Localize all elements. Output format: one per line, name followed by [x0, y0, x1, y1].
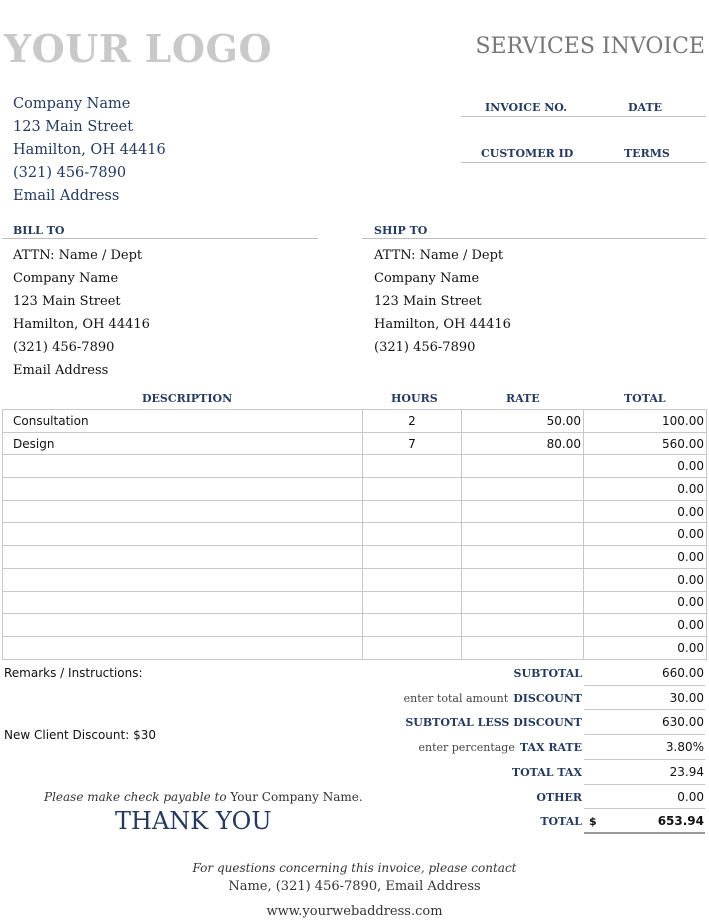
item-total-cell: 0.00 — [584, 478, 707, 501]
payment-note — [44, 790, 363, 804]
item-hours-cell[interactable] — [363, 614, 462, 637]
line-items-table — [2, 409, 707, 660]
col-header-hours: HOURS — [391, 392, 438, 405]
item-total-cell: 0.00 — [584, 591, 707, 614]
col-header-rate: RATE — [506, 392, 540, 405]
thank-you: THANK YOU — [115, 807, 272, 835]
total-label: TOTAL — [540, 815, 582, 828]
item-total-cell: 0.00 — [584, 614, 707, 637]
item-rate-cell[interactable] — [462, 636, 584, 659]
total-underline — [584, 832, 705, 834]
footer-question: For questions concerning this invoice, please contact — [192, 861, 517, 875]
table-row — [3, 636, 707, 659]
item-hours-cell[interactable] — [363, 500, 462, 523]
ship-to-divider — [362, 238, 706, 239]
remarks-label: Remarks / Instructions: — [4, 666, 143, 680]
item-hours-cell[interactable] — [363, 636, 462, 659]
item-hours-cell[interactable]: 7 — [363, 432, 462, 455]
item-rate-cell[interactable] — [462, 523, 584, 546]
table-row — [3, 614, 707, 637]
table-row — [3, 432, 707, 455]
subtotal-less-discount-value: 630.00 — [662, 715, 704, 729]
table-row — [3, 455, 707, 478]
item-description-cell[interactable] — [3, 478, 363, 501]
bill-to-attn: ATTN: Name / Dept — [13, 248, 143, 263]
discount-underline — [584, 709, 705, 710]
item-description-cell[interactable] — [3, 523, 363, 546]
remarks-note: New Client Discount: $30 — [4, 728, 156, 742]
company-logo: YOUR LOGO — [4, 26, 273, 71]
table-row — [3, 500, 707, 523]
discount-row — [404, 692, 582, 705]
customer-id-label: CUSTOMER ID — [481, 147, 574, 160]
table-row — [3, 568, 707, 591]
item-hours-cell[interactable] — [363, 478, 462, 501]
item-total-cell: 0.00 — [584, 523, 707, 546]
footer-website[interactable]: www.yourwebaddress.com — [266, 904, 443, 919]
item-rate-cell[interactable] — [462, 500, 584, 523]
item-hours-cell[interactable] — [363, 455, 462, 478]
discount-value[interactable]: 30.00 — [669, 691, 704, 705]
other-label: OTHER — [536, 791, 582, 804]
document-title: SERVICES INVOICE — [475, 34, 705, 59]
item-description-cell[interactable] — [3, 568, 363, 591]
item-rate-cell[interactable] — [462, 591, 584, 614]
ship-to-attn: ATTN: Name / Dept — [374, 248, 504, 263]
tax-rate-underline — [584, 759, 705, 760]
item-rate-cell[interactable]: 80.00 — [462, 432, 584, 455]
item-rate-cell[interactable]: 50.00 — [462, 410, 584, 433]
other-underline — [584, 808, 705, 809]
footer-contact: Name, (321) 456-7890, Email Address — [228, 879, 481, 894]
tax-rate-value[interactable]: 3.80% — [665, 740, 704, 754]
item-total-cell: 560.00 — [584, 432, 707, 455]
item-total-cell: 0.00 — [584, 500, 707, 523]
subtotal-label: SUBTOTAL — [513, 667, 582, 680]
ship-to-city: Hamilton, OH 44416 — [374, 317, 511, 332]
col-header-total: TOTAL — [624, 392, 666, 405]
item-hours-cell[interactable] — [363, 546, 462, 569]
terms-label: TERMS — [624, 147, 670, 160]
meta-divider-2 — [461, 162, 706, 163]
subtotal-less-underline — [584, 734, 705, 735]
item-total-cell: 0.00 — [584, 568, 707, 591]
item-hours-cell[interactable] — [363, 568, 462, 591]
discount-hint: enter total amount — [403, 692, 509, 705]
table-row — [3, 591, 707, 614]
item-rate-cell[interactable] — [462, 568, 584, 591]
item-hours-cell[interactable] — [363, 591, 462, 614]
item-total-cell: 100.00 — [584, 410, 707, 433]
item-description-cell[interactable] — [3, 500, 363, 523]
payment-note-italic: Please make check payable to — [44, 790, 227, 804]
meta-divider-1 — [461, 116, 706, 117]
invoice-no-label: INVOICE NO. — [485, 101, 568, 114]
tax-rate-hint: enter percentage — [418, 741, 515, 754]
item-rate-cell[interactable] — [462, 478, 584, 501]
subtotal-value: 660.00 — [662, 666, 704, 680]
bill-to-divider — [2, 238, 318, 239]
item-description-cell[interactable] — [3, 614, 363, 637]
ship-to-company: Company Name — [374, 271, 480, 286]
item-description-cell[interactable] — [3, 455, 363, 478]
item-description-cell[interactable] — [3, 546, 363, 569]
table-row — [3, 523, 707, 546]
item-description-cell[interactable]: Consultation — [3, 410, 363, 433]
date-label: DATE — [628, 101, 663, 114]
item-hours-cell[interactable]: 2 — [363, 410, 462, 433]
subtotal-less-discount-label: SUBTOTAL LESS DISCOUNT — [405, 716, 582, 729]
company-email: Email Address — [13, 188, 120, 204]
other-value[interactable]: 0.00 — [677, 790, 704, 804]
company-phone: (321) 456-7890 — [13, 165, 127, 181]
tax-rate-label: TAX RATE — [519, 741, 582, 754]
company-name: Company Name — [13, 96, 131, 112]
ship-to-phone: (321) 456-7890 — [374, 340, 476, 355]
item-total-cell: 0.00 — [584, 636, 707, 659]
company-street: 123 Main Street — [13, 119, 134, 135]
item-hours-cell[interactable] — [363, 523, 462, 546]
company-city: Hamilton, OH 44416 — [13, 142, 166, 158]
total-value: 653.94 — [657, 814, 704, 828]
tax-rate-row — [418, 741, 582, 754]
ship-to-label: SHIP TO — [374, 224, 428, 237]
item-total-cell: 0.00 — [584, 455, 707, 478]
bill-to-street: 123 Main Street — [13, 294, 121, 309]
item-description-cell[interactable]: Design — [3, 432, 363, 455]
table-row — [3, 410, 707, 433]
total-currency: $ — [589, 815, 597, 828]
subtotal-underline — [584, 685, 705, 686]
total-tax-value: 23.94 — [669, 765, 704, 779]
item-description-cell[interactable] — [3, 636, 363, 659]
total-tax-underline — [584, 784, 705, 785]
table-row — [3, 478, 707, 501]
payment-payee: Your Company Name. — [230, 790, 363, 804]
item-rate-cell[interactable] — [462, 614, 584, 637]
col-header-description: DESCRIPTION — [142, 392, 233, 405]
ship-to-street: 123 Main Street — [374, 294, 482, 309]
item-total-cell: 0.00 — [584, 546, 707, 569]
bill-to-city: Hamilton, OH 44416 — [13, 317, 150, 332]
discount-label: DISCOUNT — [513, 692, 582, 705]
total-tax-label: TOTAL TAX — [511, 766, 582, 779]
bill-to-label: BILL TO — [13, 224, 65, 237]
table-row — [3, 546, 707, 569]
bill-to-email: Email Address — [13, 363, 109, 378]
item-rate-cell[interactable] — [462, 546, 584, 569]
item-description-cell[interactable] — [3, 591, 363, 614]
bill-to-company: Company Name — [13, 271, 119, 286]
item-rate-cell[interactable] — [462, 455, 584, 478]
bill-to-phone: (321) 456-7890 — [13, 340, 115, 355]
